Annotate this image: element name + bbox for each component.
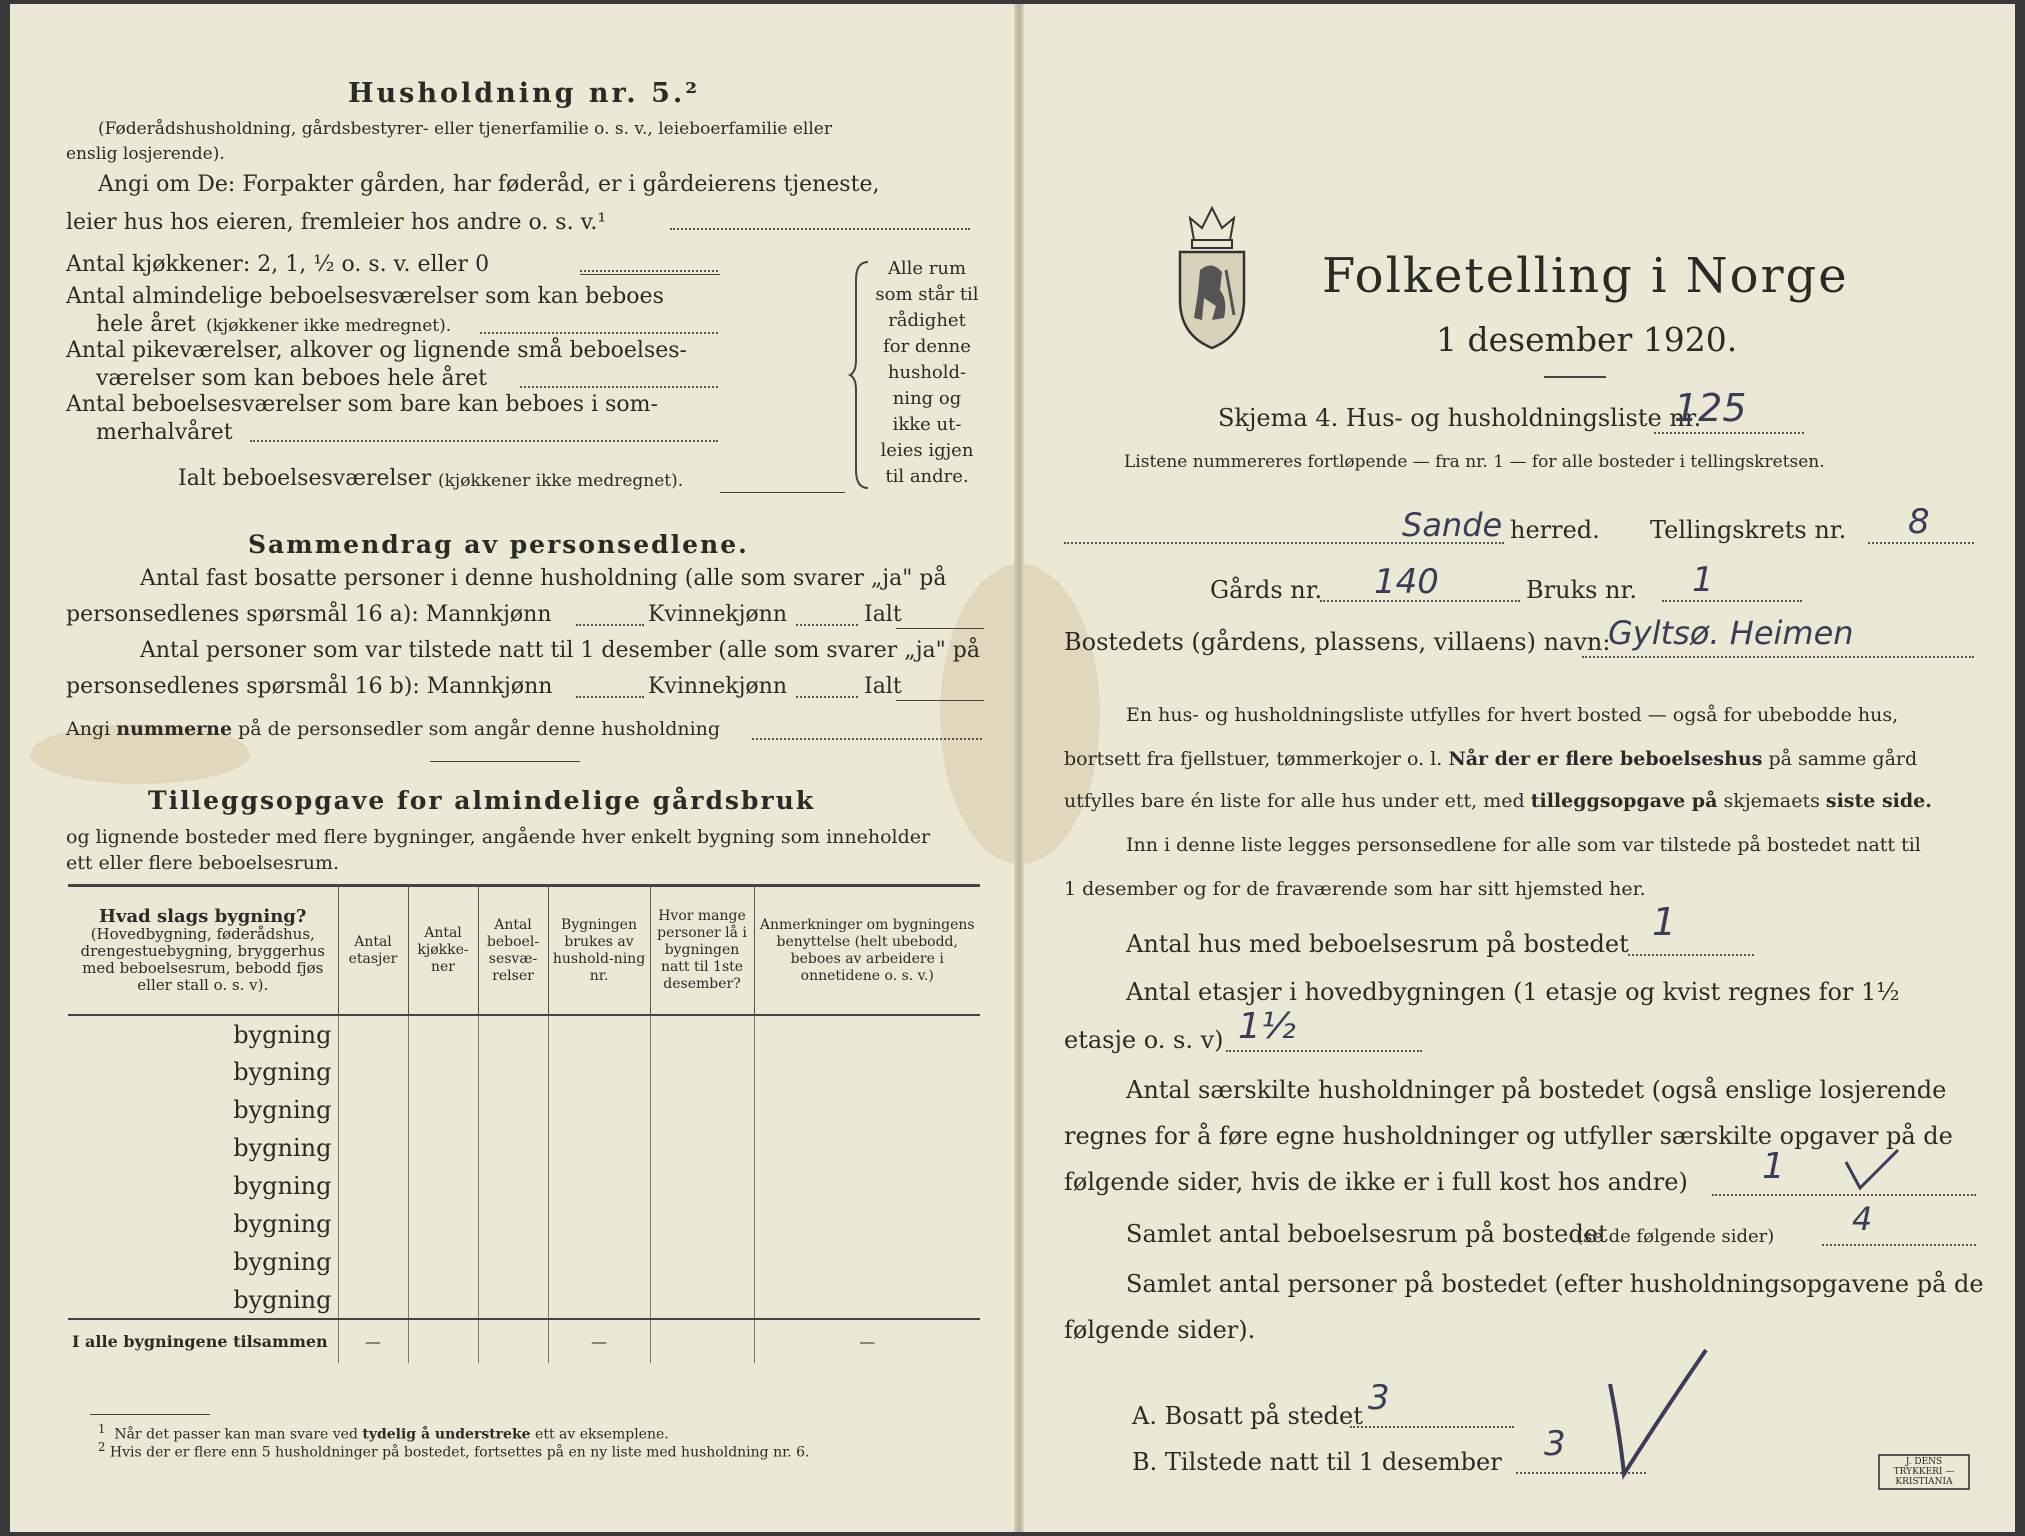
footnote-text: tydelig å understreke	[362, 1426, 531, 1443]
sum-dash: —	[338, 1319, 408, 1363]
gards-value: 140	[1374, 562, 1439, 602]
summary-title: Sammendrag av personsedlene.	[248, 530, 749, 559]
floors-label: Antal etasjer i hovedbygningen (1 etasje og kvist regnes for 1½	[1126, 978, 1900, 1006]
numbers-text: Angi	[66, 718, 111, 740]
total-rooms-note: (kjøkkener ikke medregnet).	[438, 471, 684, 491]
divider	[430, 761, 580, 762]
printer-stamp: J. DENS TRYKKERI — KRISTIANIA	[1878, 1454, 1970, 1490]
side-note-line: for denne	[883, 336, 971, 357]
bruks-value: 1	[1692, 560, 1714, 600]
numbers-text: på de personsedler som angår denne husholdning	[238, 718, 721, 740]
side-note-line: hushold-	[887, 362, 967, 383]
supplement-text: og lignende bosteder med flere bygninger, angående hver enkelt bygning som inneholder	[66, 826, 931, 848]
numbers-instruction	[66, 718, 720, 740]
census-form-sheet	[10, 4, 2015, 1532]
total-label: Ialt	[864, 674, 902, 699]
answer-line	[670, 228, 970, 230]
sum-label: I alle bygningene tilsammen	[68, 1319, 338, 1363]
summary-a-text: personsedlenes spørsmål 16 a): Mannkjønn	[66, 602, 552, 627]
checkmark-icon	[1602, 1344, 1712, 1484]
rooms-note: (se de følgende sider)	[1576, 1226, 1775, 1247]
column-header: Antal beboel-sesvæ-relser	[478, 887, 548, 1015]
answer-line	[576, 696, 644, 698]
buildings-table	[68, 887, 980, 1363]
column-header	[68, 887, 338, 1015]
footnote-text: Hvis der er flere enn 5 husholdninger på bostedet, fortsettes på en ny liste med husholdning nr. 6.	[109, 1444, 810, 1461]
column-header: Antal etasjer	[338, 887, 408, 1015]
instruction-text: En hus- og husholdningsliste utfylles for hvert bosted — også for ubebodde hus,	[1126, 704, 1899, 726]
ordinary-rooms-label: hele året	[96, 312, 196, 337]
answer-line	[896, 700, 984, 701]
right-page	[1022, 4, 2015, 1532]
households-label: Antal særskilte husholdninger på bostedet (også enslige losjerende	[1126, 1076, 1947, 1104]
ordinary-rooms-label: Antal almindelige beboelsesværelser som kan beboes	[66, 284, 664, 309]
footnote-divider	[90, 1414, 210, 1415]
answer-line	[520, 386, 718, 388]
left-page	[10, 4, 1018, 1532]
building-label: bygning	[68, 1091, 338, 1129]
total-rooms-label: Ialt beboelsesværelser	[178, 466, 432, 491]
answer-line	[1350, 1426, 1514, 1428]
answer-line	[250, 440, 718, 442]
checkmark-icon	[1842, 1144, 1902, 1194]
column-header: Antal kjøkke-ner	[408, 887, 478, 1015]
side-note-line: rådighet	[888, 310, 966, 331]
bosted-label: Bostedets (gårdens, plassens, villaens) navn:	[1064, 628, 1611, 656]
table-sum-row	[68, 1319, 980, 1363]
side-note-line: ikke ut-	[892, 414, 962, 435]
summary-a-text: Antal fast bosatte personer i denne husholdning (alle som svarer „ja" på	[140, 566, 947, 591]
instruction-part: siste side.	[1825, 790, 1932, 812]
summer-rooms-label: Antal beboelsesværelser som bare kan beboes i som-	[66, 392, 658, 417]
side-note-line: til andre.	[885, 466, 969, 487]
resident-value: 3	[1368, 1378, 1390, 1418]
answer-line	[1628, 954, 1754, 956]
ordinary-rooms-note: (kjøkkener ikke medregnet).	[206, 316, 452, 336]
instruction-text	[1064, 790, 1932, 812]
summer-rooms-label: merhalvåret	[96, 420, 233, 445]
household-title: Husholdning nr. 5.²	[348, 78, 701, 109]
rooms-value: 4	[1852, 1200, 1873, 1238]
herred-label: herred.	[1510, 516, 1600, 544]
rooms-label: Samlet antal beboelsesrum på bostedet	[1126, 1220, 1608, 1248]
answer-line	[1868, 542, 1974, 544]
side-note-line: som står til	[875, 284, 979, 305]
female-label: Kvinnekjønn	[648, 674, 787, 699]
maid-rooms-label: Antal pikeværelser, alkover og lignende små beboelses-	[66, 338, 687, 363]
krets-label: Tellingskrets nr.	[1650, 516, 1847, 544]
instruction-part: på samme gård	[1768, 748, 1918, 770]
resident-label: A. Bosatt på stedet	[1132, 1402, 1363, 1430]
kitchens-label: Antal kjøkkener: 2, 1, ½ o. s. v. eller 0	[66, 252, 490, 277]
persons-label: følgende sider).	[1064, 1316, 1256, 1344]
header-bold: Hvad slags bygning?	[99, 905, 307, 927]
building-label: bygning	[68, 1281, 338, 1319]
houses-value: 1	[1652, 900, 1677, 944]
instruction-part: bortsett fra fjellstuer, tømmerkojer o. l.	[1064, 748, 1443, 770]
answer-line	[896, 628, 984, 629]
answer-line	[1662, 600, 1802, 602]
answer-line	[796, 696, 858, 698]
building-label: bygning	[68, 1243, 338, 1281]
column-header: Bygningen brukes av hushold-ning nr.	[548, 887, 650, 1015]
instruction-part: utfylles bare én liste for alle hus under ett, med	[1064, 790, 1525, 812]
brace-icon	[848, 260, 872, 490]
gards-label: Gårds nr.	[1210, 576, 1323, 604]
supplement-title: Tilleggsopgave for almindelige gårdsbruk	[148, 786, 816, 815]
households-label: regnes for å føre egne husholdninger og utfyller særskilte opgaver på de	[1064, 1122, 1953, 1150]
table-header-row	[68, 887, 980, 1015]
answer-line	[796, 624, 858, 626]
answer-line	[720, 492, 845, 493]
summary-b-text: personsedlenes spørsmål 16 b): Mannkjønn	[66, 674, 553, 699]
houses-label: Antal hus med beboelsesrum på bostedet	[1126, 930, 1629, 958]
footnote-text: Når det passer kan man svare ved	[114, 1426, 358, 1443]
table-row	[68, 1053, 980, 1091]
table-row	[68, 1015, 980, 1053]
table-row	[68, 1167, 980, 1205]
table-row	[68, 1205, 980, 1243]
instruction-part: skjemaets	[1723, 790, 1820, 812]
household-intro: enslig losjerende).	[66, 144, 225, 164]
present-label: B. Tilstede natt til 1 desember	[1132, 1448, 1502, 1476]
krets-value: 8	[1908, 502, 1930, 542]
answer-line	[1226, 1050, 1422, 1052]
answer-line	[1822, 1244, 1976, 1246]
side-note-line: leies igjen	[880, 440, 974, 461]
building-label: bygning	[68, 1205, 338, 1243]
side-note-line: ning og	[892, 388, 962, 409]
floors-label: etasje o. s. v)	[1064, 1026, 1224, 1054]
column-header: Anmerkninger om bygningens benyttelse (helt ubebodd, beboes av arbeidere i onnetidene o. s. v.)	[754, 887, 980, 1015]
table-row	[68, 1091, 980, 1129]
footnote-2: $^2$ Hvis der er flere enn 5 husholdninger på bostedet, fortsettes på en ny liste med husholdning nr. 6.	[98, 1440, 810, 1461]
instruction-text: Inn i denne liste legges personsedlene for alle som var tilstede på bostedet natt til	[1126, 834, 1921, 856]
side-note-line: Alle rum	[887, 258, 967, 279]
bruks-label: Bruks nr.	[1526, 576, 1637, 604]
tenure-question: Angi om De: Forpakter gården, har føderåd, er i gårdeierens tjeneste,	[98, 172, 880, 197]
persons-label: Samlet antal personer på bostedet (efter husholdningsopgavene på de	[1126, 1270, 1984, 1298]
form-title: Folketelling i Norge	[1322, 248, 1849, 304]
instruction-part: tilleggsopgave på	[1530, 790, 1718, 812]
answer-line	[480, 332, 718, 334]
sum-dash: —	[754, 1319, 980, 1363]
present-value: 3	[1544, 1424, 1566, 1464]
answer-line	[1654, 432, 1804, 434]
households-label: følgende sider, hvis de ikke er i full kost hos andre)	[1064, 1168, 1688, 1196]
building-label: bygning	[68, 1129, 338, 1167]
instruction-text: 1 desember og for de fraværende som har sitt hjemsted her.	[1064, 878, 1646, 900]
answer-line	[752, 738, 982, 740]
instruction-part: Når der er flere beboelseshus	[1448, 748, 1763, 770]
answer-line	[1582, 656, 1974, 658]
schema-label: Skjema 4. Hus- og husholdningsliste nr.	[1218, 404, 1702, 432]
tenure-question: leier hus hos eieren, fremleier hos andre o. s. v.¹	[66, 210, 607, 235]
header-text: (Hovedbygning, føderådshus, drengestuebygning, bryggerhus med beboelsesrum, bebodd fjøs eller stall o. s. v).	[80, 924, 325, 994]
instruction-text	[1064, 748, 1917, 770]
answer-line	[580, 270, 718, 272]
female-label: Kvinnekjønn	[648, 602, 787, 627]
footnote-1: $^1$ Når det passer kan man svare ved tydelig å understreke ett av eksemplene.	[98, 1422, 669, 1443]
table-row	[68, 1243, 980, 1281]
floors-value: 1½	[1238, 1006, 1296, 1047]
sum-dash: —	[548, 1319, 650, 1363]
supplement-text: ett eller flere beboelsesrum.	[66, 852, 340, 874]
coat-of-arms-icon	[1172, 200, 1252, 352]
bosted-value: Gyltsø. Heimen	[1608, 614, 1854, 652]
answer-line	[1712, 1194, 1976, 1196]
divider	[1544, 376, 1606, 378]
census-date: 1 desember 1920.	[1436, 320, 1738, 359]
footnote-text: ett av eksemplene.	[535, 1426, 669, 1443]
household-intro: (Føderådshusholdning, gårdsbestyrer- eller tjenerfamilie o. s. v., leieboerfamilie eller	[98, 119, 832, 139]
building-label: bygning	[68, 1015, 338, 1053]
schema-number: 125	[1674, 386, 1747, 430]
building-label: bygning	[68, 1167, 338, 1205]
households-value: 1	[1762, 1146, 1785, 1187]
table-row	[68, 1281, 980, 1319]
maid-rooms-label: værelser som kan beboes hele året	[96, 366, 487, 391]
total-label: Ialt	[864, 602, 902, 627]
column-header: Hvor mange personer lå i bygningen natt til 1ste desember?	[650, 887, 754, 1015]
numbers-text: nummerne	[116, 718, 233, 740]
table-row	[68, 1129, 980, 1167]
building-label: bygning	[68, 1053, 338, 1091]
answer-line	[580, 274, 720, 275]
answer-line	[576, 624, 644, 626]
summary-b-text: Antal personer som var tilstede natt til 1 desember (alle som svarer „ja" på	[140, 638, 980, 663]
herred-value: Sande	[1402, 506, 1503, 544]
numbering-note: Listene nummereres fortløpende — fra nr. 1 — for alle bosteder i tellingskretsen.	[1124, 452, 1825, 472]
rooms-side-note	[872, 256, 982, 490]
